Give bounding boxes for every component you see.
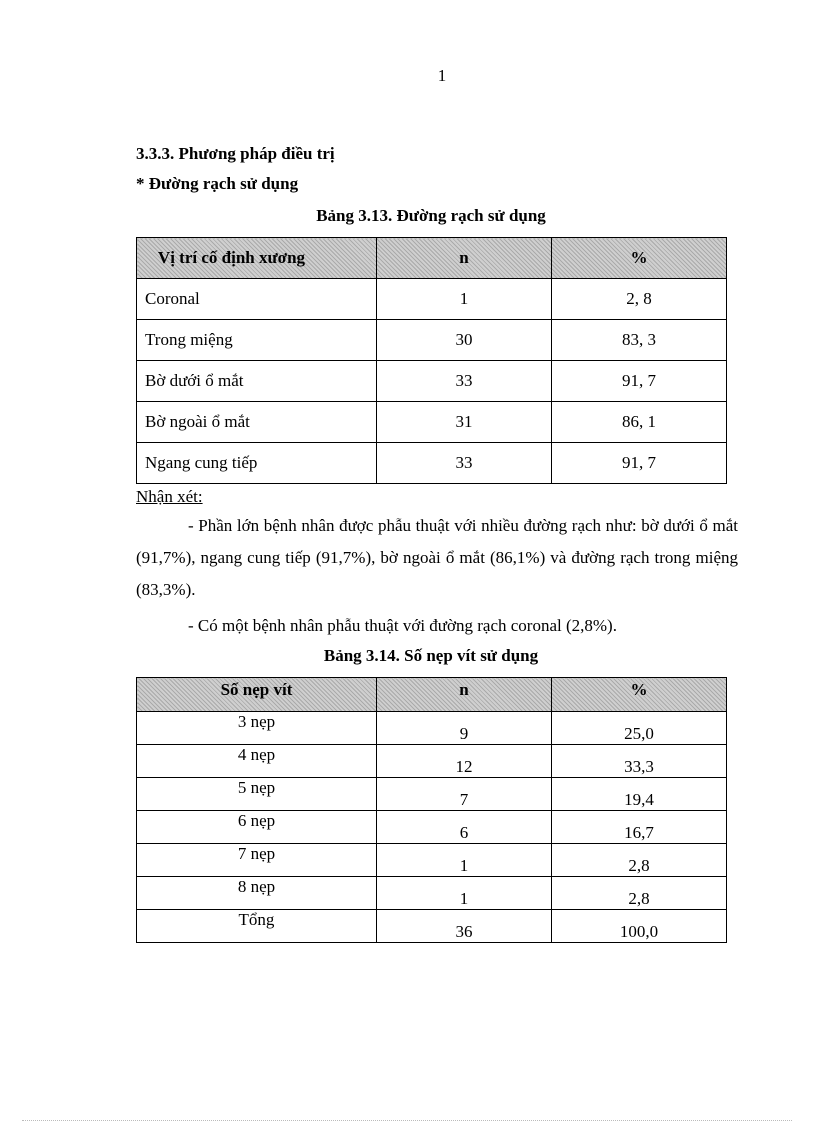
remark-paragraph-1: - Phần lớn bệnh nhân được phẫu thuật với nhiều đường rạch như: bờ dưới ổ mắt (91,7%), ngang cung tiếp (91,7%), bờ ngoài ổ mắt (86,1%) và đường rạch trong miệng (83,3%). bbox=[136, 516, 738, 599]
table-cell: 7 bbox=[377, 778, 552, 811]
table-row bbox=[137, 745, 727, 778]
table-row bbox=[137, 712, 727, 745]
table-row bbox=[137, 778, 727, 811]
table-header-row bbox=[137, 678, 727, 712]
table-row bbox=[137, 279, 727, 320]
table-cell: 2,8 bbox=[552, 844, 727, 877]
table-row bbox=[137, 361, 727, 402]
table-row bbox=[137, 877, 727, 910]
column-header: % bbox=[552, 238, 727, 279]
table-row bbox=[137, 910, 727, 943]
column-header: n bbox=[377, 678, 552, 712]
table-cell: Coronal bbox=[137, 279, 377, 320]
table-row bbox=[137, 402, 727, 443]
table-cell: Trong miệng bbox=[137, 320, 377, 361]
table-cell: Bờ dưới ổ mắt bbox=[137, 361, 377, 402]
table-cell: 1 bbox=[377, 279, 552, 320]
column-header: % bbox=[552, 678, 727, 712]
table-cell: 91, 7 bbox=[552, 443, 727, 484]
table-cell: 4 nẹp bbox=[137, 745, 377, 778]
table-row bbox=[137, 844, 727, 877]
table-cell: Ngang cung tiếp bbox=[137, 443, 377, 484]
remarks-label: Nhận xét: bbox=[136, 487, 203, 506]
table-cell: 33,3 bbox=[552, 745, 727, 778]
section-heading: 3.3.3. Phương pháp điều trị bbox=[136, 144, 335, 163]
table-cell: 100,0 bbox=[552, 910, 727, 943]
table-cell: 7 nẹp bbox=[137, 844, 377, 877]
table-row bbox=[137, 320, 727, 361]
column-header: n bbox=[377, 238, 552, 279]
table1-caption: Bảng 3.13. Đường rạch sử dụng bbox=[316, 206, 546, 225]
column-header: Vị trí cố định xương bbox=[137, 238, 377, 279]
table-cell: 33 bbox=[377, 361, 552, 402]
table-cell: 91, 7 bbox=[552, 361, 727, 402]
remark-paragraph-2: - Có một bệnh nhân phẫu thuật với đường rạch coronal (2,8%). bbox=[188, 616, 617, 635]
plate-screw-table bbox=[136, 677, 727, 943]
table-cell: 33 bbox=[377, 443, 552, 484]
table-cell: 8 nẹp bbox=[137, 877, 377, 910]
table2-caption: Bảng 3.14. Số nẹp vít sử dụng bbox=[323, 646, 539, 665]
table-header-row bbox=[137, 238, 727, 279]
table-cell: 31 bbox=[377, 402, 552, 443]
table-cell: 6 bbox=[377, 811, 552, 844]
table-cell: 12 bbox=[377, 745, 552, 778]
table-cell: 3 nẹp bbox=[137, 712, 377, 745]
table-cell: 5 nẹp bbox=[137, 778, 377, 811]
table-cell: 25,0 bbox=[552, 712, 727, 745]
table-cell: 30 bbox=[377, 320, 552, 361]
table-cell: 9 bbox=[377, 712, 552, 745]
table-cell: 2, 8 bbox=[552, 279, 727, 320]
table-cell: 6 nẹp bbox=[137, 811, 377, 844]
table-cell: 86, 1 bbox=[552, 402, 727, 443]
table-cell: 36 bbox=[377, 910, 552, 943]
subheading: * Đường rạch sử dụng bbox=[136, 174, 299, 193]
table-cell: 19,4 bbox=[552, 778, 727, 811]
column-header: Số nẹp vít bbox=[137, 678, 377, 712]
table-cell: 2,8 bbox=[552, 877, 727, 910]
page-bottom-rule bbox=[22, 1120, 792, 1121]
table-cell: 1 bbox=[377, 844, 552, 877]
incision-table bbox=[136, 237, 727, 484]
page-number: 1 bbox=[437, 66, 447, 85]
table-row bbox=[137, 443, 727, 484]
table-cell: Bờ ngoài ổ mắt bbox=[137, 402, 377, 443]
table-cell: Tổng bbox=[137, 910, 377, 943]
table-cell: 16,7 bbox=[552, 811, 727, 844]
table-row bbox=[137, 811, 727, 844]
table-cell: 83, 3 bbox=[552, 320, 727, 361]
table-cell: 1 bbox=[377, 877, 552, 910]
